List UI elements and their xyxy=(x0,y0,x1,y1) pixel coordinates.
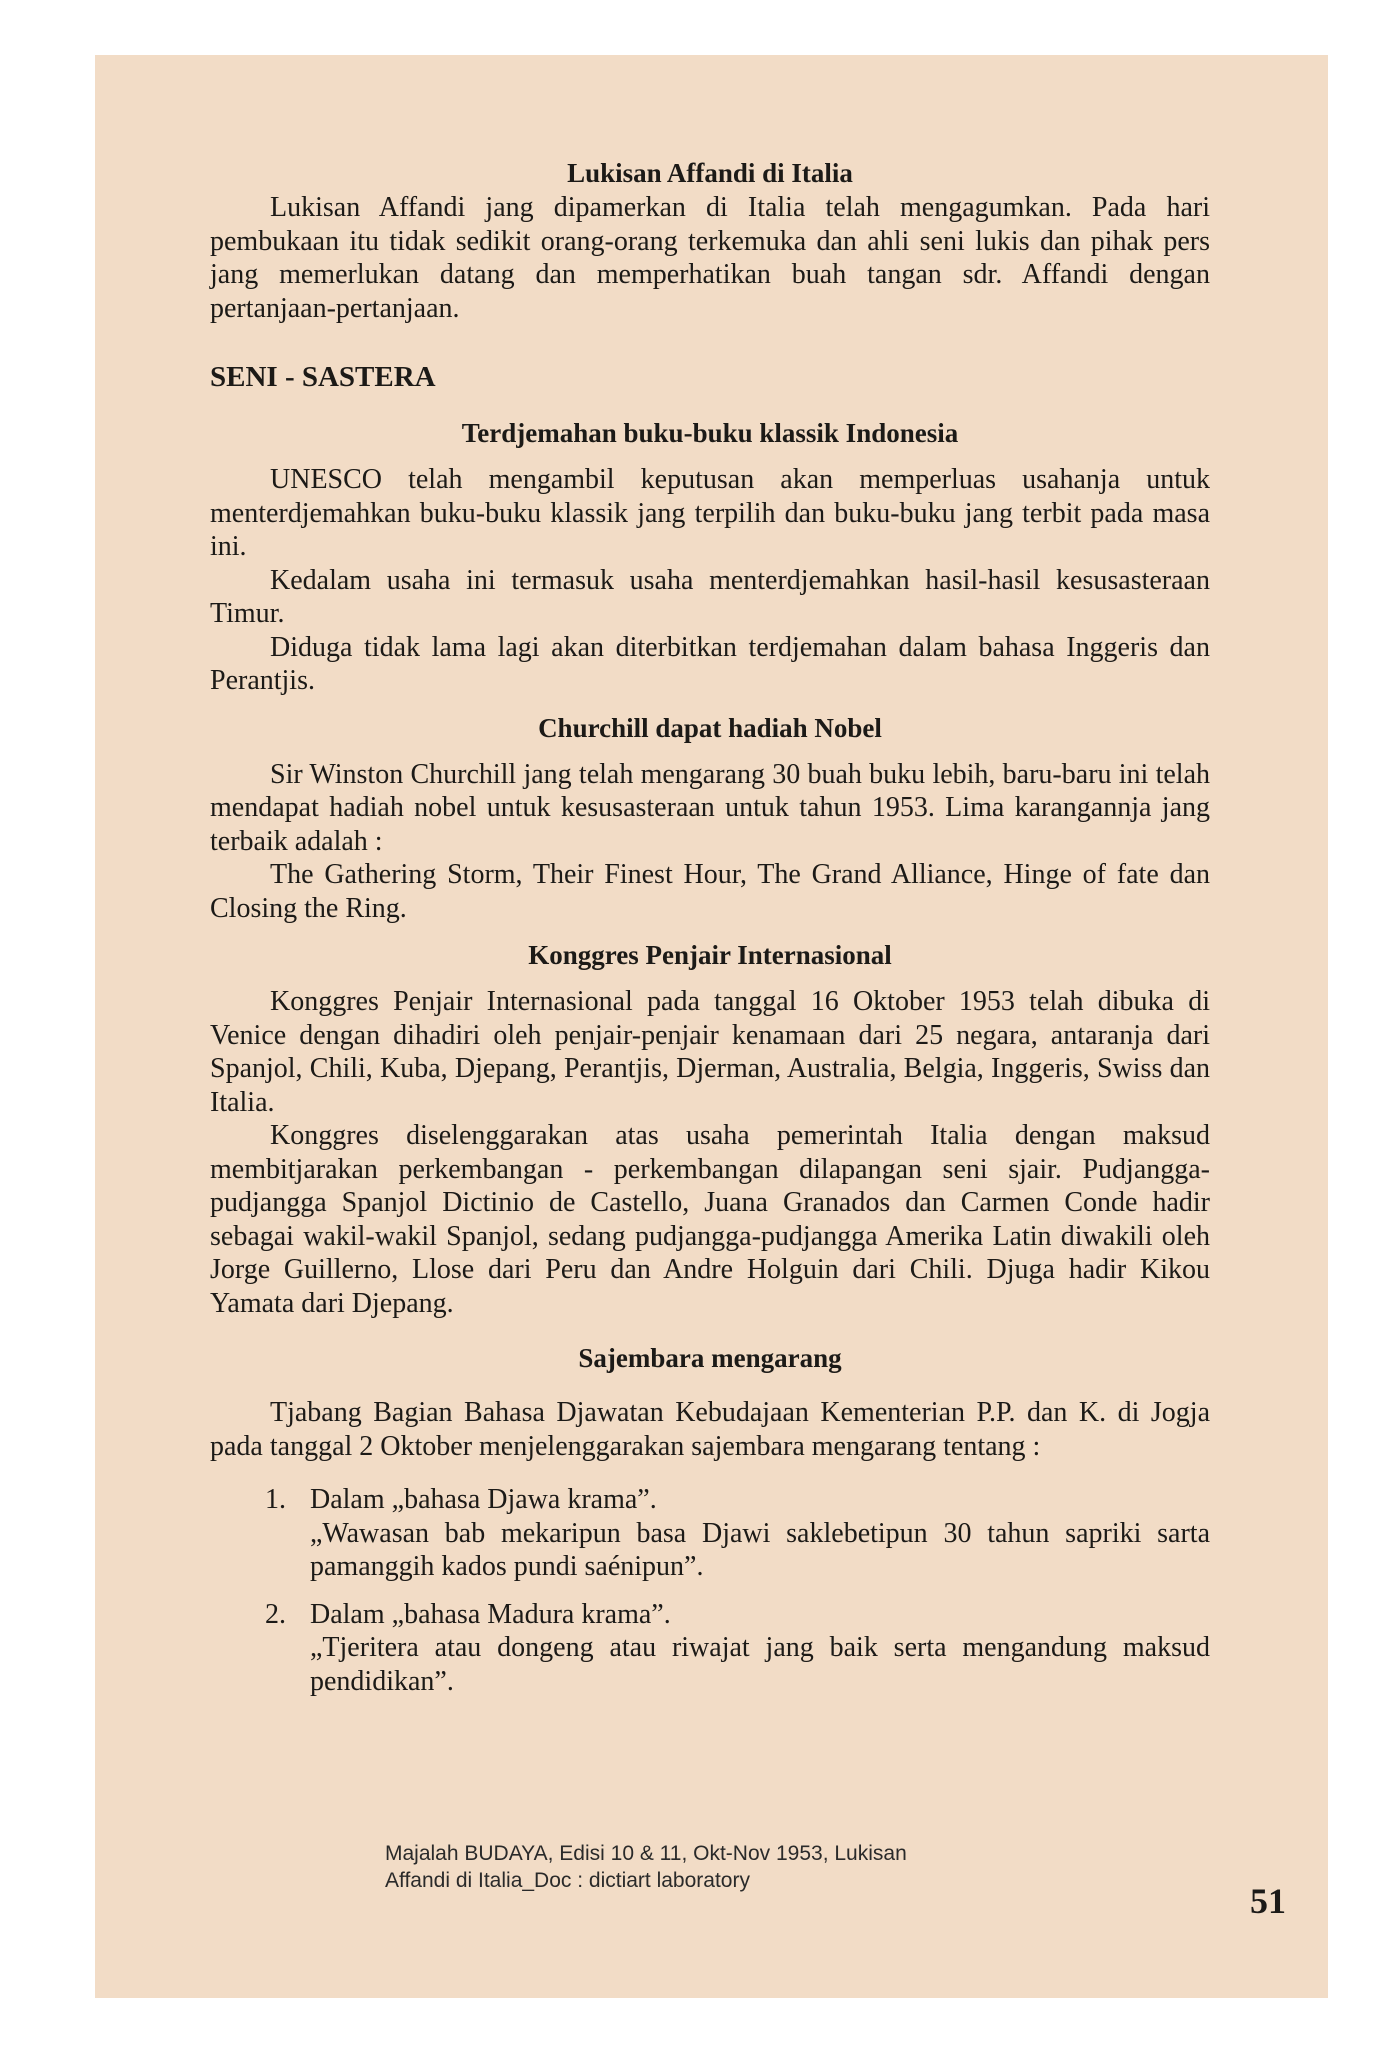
paragraph: Kedalam usaha ini termasuk usaha menterdjemahkan hasil-hasil kesusasteraan Timur. xyxy=(210,564,1210,629)
list-item-title: Dalam „bahasa Djawa krama”. xyxy=(310,1484,657,1515)
page-content xyxy=(210,155,1210,1712)
paragraph: Konggres Penjair Internasional pada tanggal 16 Oktober 1953 telah dibuka di Venice dengan dihadiri oleh penjair-penjair kenamaan dari 25 negara, antaranja dari Spanjol, Chili, Kuba, Djepang, Perantjis, Djerman, Australia, Belgia, Inggeris, Swiss dan Italia. xyxy=(210,986,1210,1118)
paragraph: Tjabang Bagian Bahasa Djawatan Kebudajaan Kementerian P.P. dan K. di Jogja pada tanggal 2 Oktober menjelenggarakan sajembara mengarang tentang : xyxy=(210,1397,1210,1462)
article-title-sajembara: Sajembara mengarang xyxy=(578,1343,842,1373)
section-heading: SENI - SASTERA xyxy=(210,361,436,393)
paragraph: Konggres diselenggarakan atas usaha pemerintah Italia dengan maksud membitjarakan perkembangan - perkembangan dilapangan seni sjair. Pudjangga-pudjangga Spanjol Dictinio de Castello, Juana Granados dan Carmen Conde hadir sebagai wakil-wakil Spanjol, sedang pudjangga-pudjangga Amerika Latin diwakili oleh Jorge Guillerno, Llose dari Peru dan Andre Holguin dari Chili. Djuga hadir Kikou Yamata dari Djepang. xyxy=(210,1120,1210,1319)
list-item-title: Dalam „bahasa Madura krama”. xyxy=(310,1598,671,1630)
document-page xyxy=(95,55,1328,1998)
paragraph: Diduga tidak lama lagi akan diterbitkan terdjemahan dalam bahasa Inggeris dan Perantjis. xyxy=(210,631,1210,696)
article-title-churchill: Churchill dapat hadiah Nobel xyxy=(538,712,882,743)
page-number: 51 xyxy=(1250,1881,1286,1921)
contest-topic-list xyxy=(210,1483,1210,1698)
caption-line: Majalah BUDAYA, Edisi 10 & 11, Okt-Nov 1953, Lukisan xyxy=(385,1842,907,1865)
paragraph: Sir Winston Churchill jang telah mengarang 30 buah buku lebih, baru-baru ini telah mendapat hadiah nobel untuk kesusasteraan untuk tahun 1953. Lima karangannja jang terbaik adalah : xyxy=(210,758,1210,857)
paragraph: Lukisan Affandi jang dipamerkan di Italia telah mengagumkan. Pada hari pembukaan itu tidak sedikit orang-orang terkemuka dan ahli seni lukis dan pihak pers jang memerlukan datang dan memperhatikan buah tangan sdr. Affandi dengan pertanjaan-pertanjaan. xyxy=(210,192,1210,324)
paragraph: UNESCO telah mengambil keputusan akan memperluas usahanja untuk menterdjemahkan buku-buku klassik jang terpilih dan buku-buku jang terbit pada masa ini. xyxy=(210,464,1210,562)
paragraph: The Gathering Storm, Their Finest Hour, The Grand Alliance, Hinge of fate dan Closing the Ring. xyxy=(210,859,1210,924)
article-title-affandi: Lukisan Affandi di Italia xyxy=(567,158,853,188)
list-item-description: „Wawasan bab mekaripun basa Djawi saklebetipun 30 tahun sapriki sarta pamanggih kados pundi saénipun”. xyxy=(310,1517,1210,1582)
list-item-number: 1. xyxy=(265,1484,286,1515)
list-item-description: „Tjeritera atau dongeng atau riwajat jang baik serta mengandung maksud pendidikan”. xyxy=(310,1632,1210,1697)
list-item xyxy=(265,1483,1210,1584)
caption-line: Affandi di Italia_Doc : dictiart laboratory xyxy=(385,1869,750,1892)
source-caption xyxy=(385,1840,985,1894)
list-item-number: 2. xyxy=(265,1598,286,1630)
article-title-konggres: Konggres Penjair Internasional xyxy=(528,940,892,970)
list-item xyxy=(265,1598,1210,1699)
article-title-terdjemahan: Terdjemahan buku-buku klassik Indonesia xyxy=(461,418,959,448)
